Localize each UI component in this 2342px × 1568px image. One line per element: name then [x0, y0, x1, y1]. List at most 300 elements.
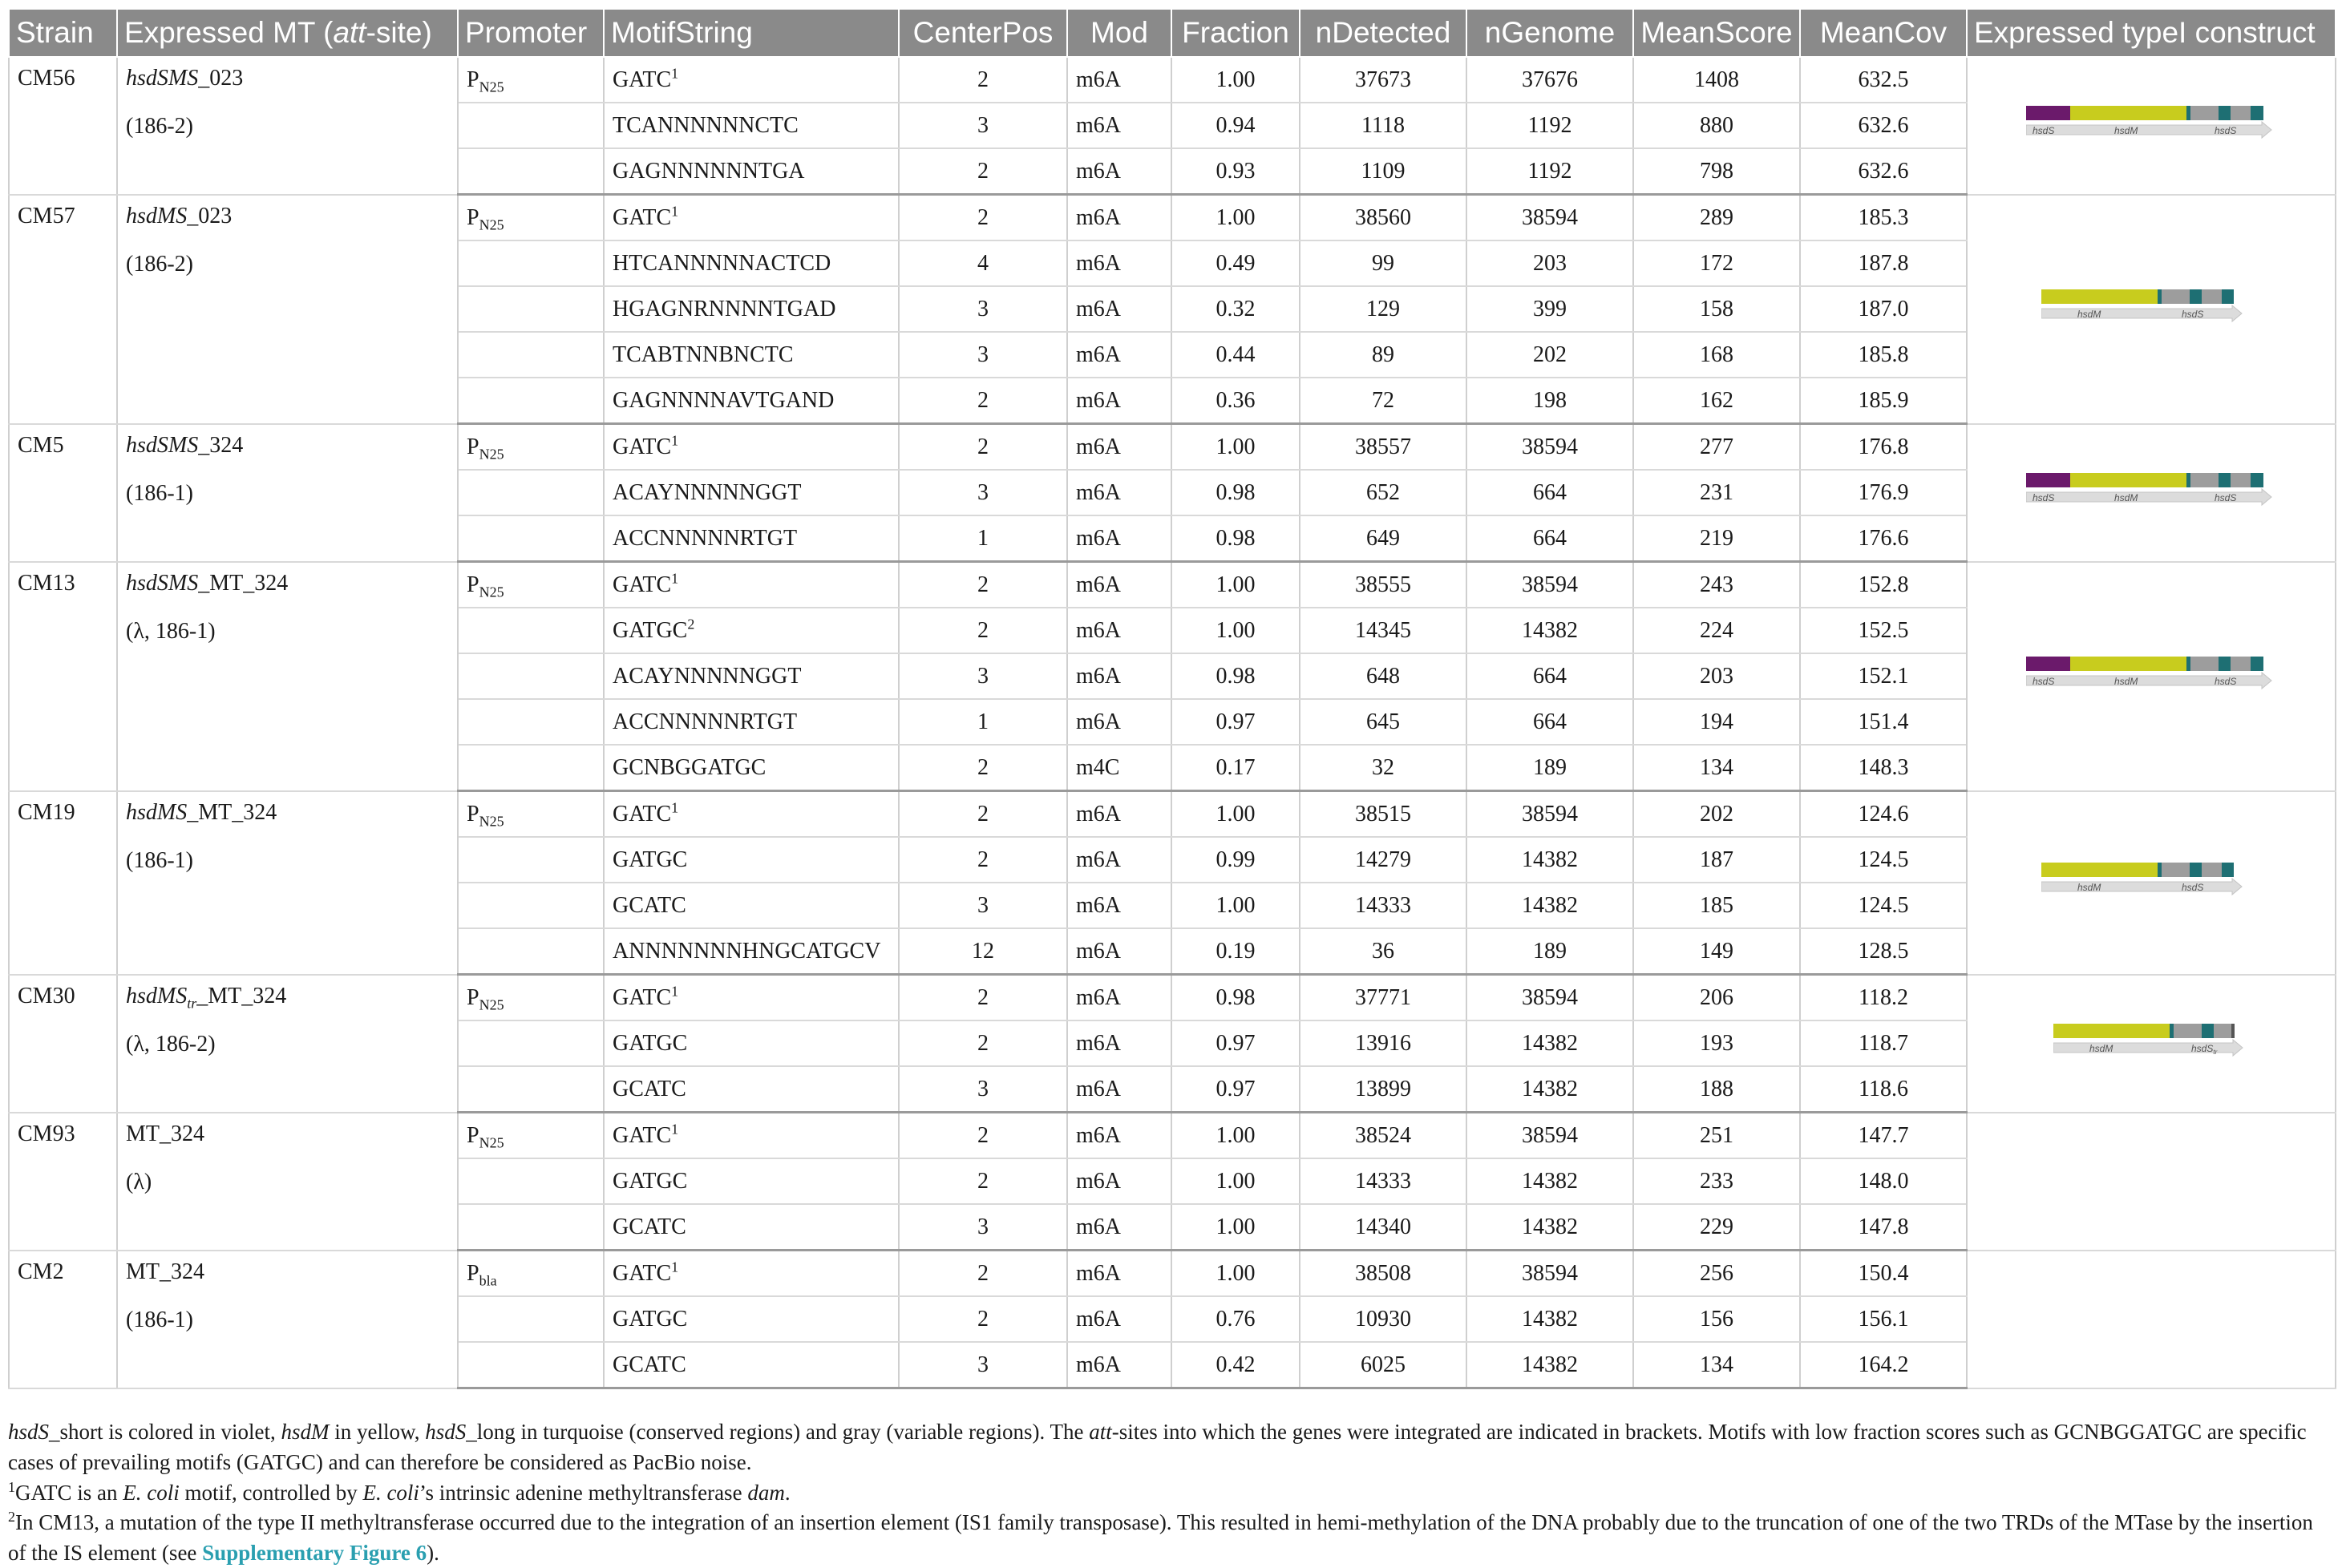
promoter-cell — [458, 1204, 604, 1251]
fraction-cell: 1.00 — [1171, 1113, 1300, 1159]
meancov-cell: 185.8 — [1800, 332, 1967, 378]
motif-cell: GATC$^1$ — [604, 57, 899, 103]
mod-cell: m6A — [1067, 653, 1171, 699]
gene-segment — [2231, 473, 2251, 487]
meanscore-cell: 187 — [1633, 837, 1800, 883]
motif-cell: ACAYNNNNNGGT — [604, 470, 899, 515]
meanscore-cell: 193 — [1633, 1020, 1800, 1066]
motif-cell: GATC$^1$ — [604, 562, 899, 608]
strain-cell: CM56 — [9, 57, 117, 195]
gene-segment — [2202, 289, 2222, 304]
direction-arrow — [2041, 305, 2242, 321]
gene-construct-diagram — [2026, 467, 2276, 513]
fraction-cell: 0.36 — [1171, 378, 1300, 424]
motif-cell: ACAYNNNNNGGT — [604, 653, 899, 699]
centerpos-cell: 1 — [899, 515, 1067, 562]
table-row — [9, 57, 2336, 103]
meanscore-cell: 224 — [1633, 608, 1800, 653]
meanscore-cell: 880 — [1633, 103, 1800, 148]
fraction-cell: 0.49 — [1171, 240, 1300, 286]
mod-cell: m6A — [1067, 1158, 1171, 1204]
table-row — [9, 424, 2336, 471]
supplementary-figure-link[interactable]: Supplementary Figure 6 — [202, 1541, 427, 1565]
fraction-cell: 1.00 — [1171, 1251, 1300, 1297]
meanscore-cell: 185 — [1633, 883, 1800, 928]
meancov-cell: 148.3 — [1800, 745, 1967, 791]
ndetected-cell: 649 — [1300, 515, 1466, 562]
mod-cell: m6A — [1067, 837, 1171, 883]
gene-segment — [2041, 863, 2158, 877]
ndetected-cell: 89 — [1300, 332, 1466, 378]
fraction-cell: 0.32 — [1171, 286, 1300, 332]
ngenome-cell: 664 — [1466, 515, 1633, 562]
column-header: Fraction — [1171, 9, 1300, 57]
centerpos-cell: 2 — [899, 148, 1067, 195]
fraction-cell: 0.98 — [1171, 470, 1300, 515]
ngenome-cell: 38594 — [1466, 562, 1633, 608]
gene-label: hsdM — [2077, 308, 2101, 320]
ndetected-cell: 38524 — [1300, 1113, 1466, 1159]
gene-segment — [2219, 657, 2231, 671]
meanscore-cell: 172 — [1633, 240, 1800, 286]
meanscore-cell: 206 — [1633, 975, 1800, 1021]
ndetected-cell: 38560 — [1300, 195, 1466, 241]
gene-label: hsdM — [2114, 124, 2138, 136]
mod-cell: m6A — [1067, 608, 1171, 653]
motif-cell: TCABTNNBNCTC — [604, 332, 899, 378]
centerpos-cell: 3 — [899, 286, 1067, 332]
ndetected-cell: 37673 — [1300, 57, 1466, 103]
strain-cell: CM30 — [9, 975, 117, 1113]
gene-label: hsdS — [2033, 675, 2055, 687]
gene-label: hsdM — [2114, 675, 2138, 687]
gene-segment — [2170, 1024, 2174, 1038]
gene-segment — [2251, 106, 2263, 120]
ndetected-cell: 1109 — [1300, 148, 1466, 195]
gene-segment — [2174, 1024, 2202, 1038]
meancov-cell: 124.5 — [1800, 837, 1967, 883]
meanscore-cell: 229 — [1633, 1204, 1800, 1251]
mod-cell: m6A — [1067, 424, 1171, 471]
gene-segment — [2158, 863, 2162, 877]
meancov-cell: 118.7 — [1800, 1020, 1967, 1066]
centerpos-cell: 2 — [899, 745, 1067, 791]
gene-label: hsdM — [2077, 882, 2101, 893]
motif-cell: GAGNNNNNNTGA — [604, 148, 899, 195]
ndetected-cell: 36 — [1300, 928, 1466, 975]
motif-cell: GATC$^1$ — [604, 424, 899, 471]
ngenome-cell: 38594 — [1466, 195, 1633, 241]
gene-segment — [2026, 106, 2070, 120]
strain-cell: CM13 — [9, 562, 117, 791]
centerpos-cell: 2 — [899, 562, 1067, 608]
ngenome-cell: 399 — [1466, 286, 1633, 332]
promoter-cell — [458, 1342, 604, 1388]
fraction-cell: 0.44 — [1171, 332, 1300, 378]
promoter-cell — [458, 470, 604, 515]
gene-label: hsdM — [2114, 491, 2138, 503]
meancov-cell: 156.1 — [1800, 1296, 1967, 1342]
centerpos-cell: 4 — [899, 240, 1067, 286]
mod-cell: m6A — [1067, 286, 1171, 332]
motif-cell: GCATC — [604, 883, 899, 928]
gene-label: hsdM — [2089, 1042, 2113, 1054]
meanscore-cell: 233 — [1633, 1158, 1800, 1204]
fraction-cell: 1.00 — [1171, 1158, 1300, 1204]
ndetected-cell: 1118 — [1300, 103, 1466, 148]
gene-segment — [2186, 657, 2190, 671]
promoter-cell — [458, 1020, 604, 1066]
fraction-cell: 0.17 — [1171, 745, 1300, 791]
footnote-2-end: ). — [427, 1541, 439, 1565]
ngenome-cell: 14382 — [1466, 837, 1633, 883]
motif-cell: GATC$^1$ — [604, 791, 899, 838]
gene-construct-diagram — [2026, 650, 2276, 697]
strain-cell: CM57 — [9, 195, 117, 424]
motif-cell: GCNBGGATGC — [604, 745, 899, 791]
meancov-cell: 118.2 — [1800, 975, 1967, 1021]
gene-label: hsdS$_{tr}$ — [2191, 1042, 2218, 1056]
motif-cell: ACCNNNNNRTGT — [604, 515, 899, 562]
column-header: MotifString — [604, 9, 899, 57]
promoter-cell: $P_{N25}$ — [458, 975, 604, 1021]
promoter-cell — [458, 699, 604, 745]
meanscore-cell: 188 — [1633, 1066, 1800, 1113]
promoter-cell — [458, 1066, 604, 1113]
fraction-cell: 1.00 — [1171, 608, 1300, 653]
meanscore-cell: 289 — [1633, 195, 1800, 241]
column-header: nDetected — [1300, 9, 1466, 57]
centerpos-cell: 2 — [899, 1158, 1067, 1204]
fraction-cell: 0.42 — [1171, 1342, 1300, 1388]
table-header-row — [9, 9, 2336, 57]
expressed-mt-cell: hsdMS_023 (186-2) — [117, 195, 458, 424]
ngenome-cell: 14382 — [1466, 608, 1633, 653]
gene-segment — [2222, 863, 2234, 877]
ndetected-cell: 13916 — [1300, 1020, 1466, 1066]
motif-cell: ANNNNNNNHNGCATGCV — [604, 928, 899, 975]
expressed-mt-cell: hsdMS$_{tr}$_MT_324 (λ, 186-2) — [117, 975, 458, 1113]
centerpos-cell: 2 — [899, 57, 1067, 103]
footnote-2: $^2$In CM13, a mutation of the type II methyltransferase occurred due to the integration of an insertion element (IS1 family transposase). This resulted in hemi-methylation of the DNA probably due to the truncation of one of the two TRDs of the MTase by the insertion of the IS element (see Supplementary Figure 6). — [8, 1509, 2313, 1565]
gene-label: hsdS — [2215, 491, 2237, 503]
fraction-cell: 1.00 — [1171, 195, 1300, 241]
meanscore-cell: 149 — [1633, 928, 1800, 975]
centerpos-cell: 3 — [899, 470, 1067, 515]
meancov-cell: 124.5 — [1800, 883, 1967, 928]
ndetected-cell: 38555 — [1300, 562, 1466, 608]
table-note: hsdS_short is colored in violet, hsdM in yellow, hsdS_long in turquoise (conserved regions) and gray (variable regions). The att-sites into which the genes were integrated are indicated in brackets. Motifs with low fraction scores such as GCNBGGATGC are specific cases of prevailing motifs (GATGC) and can therefore be considered as PacBio noise. — [8, 1420, 2307, 1474]
fraction-cell: 1.00 — [1171, 424, 1300, 471]
mod-cell: m4C — [1067, 745, 1171, 791]
gene-segment — [2219, 473, 2231, 487]
centerpos-cell: 2 — [899, 1251, 1067, 1297]
meanscore-cell: 134 — [1633, 745, 1800, 791]
motif-cell: ACCNNNNNRTGT — [604, 699, 899, 745]
meancov-cell: 185.9 — [1800, 378, 1967, 424]
motif-cell: GATGC — [604, 1020, 899, 1066]
promoter-cell — [458, 608, 604, 653]
ngenome-cell: 14382 — [1466, 1342, 1633, 1388]
motif-cell: GATC$^1$ — [604, 195, 899, 241]
meancov-cell: 147.8 — [1800, 1204, 1967, 1251]
centerpos-cell: 3 — [899, 1204, 1067, 1251]
ngenome-cell: 38594 — [1466, 424, 1633, 471]
centerpos-cell: 3 — [899, 1066, 1067, 1113]
mod-cell: m6A — [1067, 791, 1171, 838]
meanscore-cell: 243 — [1633, 562, 1800, 608]
gene-construct-diagram — [2053, 1017, 2249, 1064]
ndetected-cell: 72 — [1300, 378, 1466, 424]
gene-segment — [2214, 1024, 2231, 1038]
mod-cell: m6A — [1067, 975, 1171, 1021]
meancov-cell: 150.4 — [1800, 1251, 1967, 1297]
fraction-cell: 0.98 — [1171, 515, 1300, 562]
column-header: Strain — [9, 9, 117, 57]
column-header: CenterPos — [899, 9, 1067, 57]
fraction-cell: 0.98 — [1171, 653, 1300, 699]
mod-cell: m6A — [1067, 883, 1171, 928]
ndetected-cell: 38515 — [1300, 791, 1466, 838]
meancov-cell: 151.4 — [1800, 699, 1967, 745]
centerpos-cell: 2 — [899, 424, 1067, 471]
motif-cell: GCATC — [604, 1342, 899, 1388]
meanscore-cell: 156 — [1633, 1296, 1800, 1342]
promoter-cell — [458, 745, 604, 791]
mod-cell: m6A — [1067, 148, 1171, 195]
construct-cell — [1967, 1251, 2336, 1388]
expressed-mt-cell: hsdSMS_324 (186-1) — [117, 424, 458, 562]
meancov-cell: 164.2 — [1800, 1342, 1967, 1388]
centerpos-cell: 2 — [899, 195, 1067, 241]
ngenome-cell: 189 — [1466, 928, 1633, 975]
gene-segment — [2231, 657, 2251, 671]
mod-cell: m6A — [1067, 240, 1171, 286]
mod-cell: m6A — [1067, 1066, 1171, 1113]
promoter-cell: $P_{bla}$ — [458, 1251, 604, 1297]
motif-cell: TCANNNNNNCTC — [604, 103, 899, 148]
motif-cell: GATGC$^2$ — [604, 608, 899, 653]
gene-segment — [2190, 289, 2202, 304]
promoter-cell — [458, 928, 604, 975]
promoter-cell — [458, 103, 604, 148]
table-row — [9, 975, 2336, 1021]
ndetected-cell: 129 — [1300, 286, 1466, 332]
gene-segment — [2070, 106, 2186, 120]
meanscore-cell: 194 — [1633, 699, 1800, 745]
promoter-cell: $P_{N25}$ — [458, 195, 604, 241]
ndetected-cell: 38508 — [1300, 1251, 1466, 1297]
ndetected-cell: 14279 — [1300, 837, 1466, 883]
expressed-mt-cell: MT_324 (186-1) — [117, 1251, 458, 1388]
meancov-cell: 118.6 — [1800, 1066, 1967, 1113]
table-body — [9, 57, 2336, 1388]
gene-label: hsdS — [2182, 882, 2204, 893]
mod-cell: m6A — [1067, 57, 1171, 103]
column-header: MeanCov — [1800, 9, 1967, 57]
meancov-cell: 152.8 — [1800, 562, 1967, 608]
promoter-cell — [458, 837, 604, 883]
gene-construct-diagram — [2026, 99, 2276, 146]
meancov-cell: 128.5 — [1800, 928, 1967, 975]
centerpos-cell: 1 — [899, 699, 1067, 745]
centerpos-cell: 2 — [899, 1020, 1067, 1066]
fraction-cell: 1.00 — [1171, 562, 1300, 608]
fraction-cell: 0.94 — [1171, 103, 1300, 148]
strain-cell: CM2 — [9, 1251, 117, 1388]
gene-segment — [2070, 657, 2186, 671]
mod-cell: m6A — [1067, 1342, 1171, 1388]
mod-cell: m6A — [1067, 1020, 1171, 1066]
ndetected-cell: 10930 — [1300, 1296, 1466, 1342]
centerpos-cell: 2 — [899, 791, 1067, 838]
ngenome-cell: 37676 — [1466, 57, 1633, 103]
promoter-cell — [458, 1296, 604, 1342]
ngenome-cell: 14382 — [1466, 883, 1633, 928]
gene-segment — [2219, 106, 2231, 120]
motif-cell: HGAGNRNNNNTGAD — [604, 286, 899, 332]
meancov-cell: 152.1 — [1800, 653, 1967, 699]
promoter-cell: $P_{N25}$ — [458, 424, 604, 471]
motif-cell: GAGNNNNAVTGAND — [604, 378, 899, 424]
promoter-cell — [458, 332, 604, 378]
fraction-cell: 1.00 — [1171, 1204, 1300, 1251]
fraction-cell: 1.00 — [1171, 791, 1300, 838]
ngenome-cell: 38594 — [1466, 1113, 1633, 1159]
strain-cell: CM5 — [9, 424, 117, 562]
mod-cell: m6A — [1067, 103, 1171, 148]
expressed-mt-cell: hsdSMS_MT_324 (λ, 186-1) — [117, 562, 458, 791]
construct-cell — [1967, 57, 2336, 195]
gene-construct-diagram — [2041, 856, 2261, 903]
centerpos-cell: 3 — [899, 1342, 1067, 1388]
mod-cell: m6A — [1067, 470, 1171, 515]
fraction-cell: 1.00 — [1171, 883, 1300, 928]
gene-segment — [2190, 657, 2219, 671]
column-header: Mod — [1067, 9, 1171, 57]
meancov-cell: 176.9 — [1800, 470, 1967, 515]
motif-cell: GATC$^1$ — [604, 975, 899, 1021]
ngenome-cell: 203 — [1466, 240, 1633, 286]
meancov-cell: 176.8 — [1800, 424, 1967, 471]
gene-label: hsdS — [2215, 675, 2237, 687]
promoter-cell — [458, 240, 604, 286]
fraction-cell: 0.99 — [1171, 837, 1300, 883]
gene-segment — [2041, 289, 2158, 304]
motif-cell: HTCANNNNNACTCD — [604, 240, 899, 286]
meanscore-cell: 256 — [1633, 1251, 1800, 1297]
meancov-cell: 632.6 — [1800, 148, 1967, 195]
meanscore-cell: 219 — [1633, 515, 1800, 562]
gene-segment — [2251, 657, 2263, 671]
meanscore-cell: 134 — [1633, 1342, 1800, 1388]
ndetected-cell: 652 — [1300, 470, 1466, 515]
meancov-cell: 152.5 — [1800, 608, 1967, 653]
fraction-cell: 0.97 — [1171, 1020, 1300, 1066]
meancov-cell: 187.0 — [1800, 286, 1967, 332]
gene-segment — [2053, 1024, 2170, 1038]
mod-cell: m6A — [1067, 332, 1171, 378]
column-header: MeanScore — [1633, 9, 1800, 57]
ngenome-cell: 202 — [1466, 332, 1633, 378]
gene-segment — [2186, 473, 2190, 487]
centerpos-cell: 3 — [899, 883, 1067, 928]
ndetected-cell: 13899 — [1300, 1066, 1466, 1113]
expressed-mt-cell: MT_324 (λ) — [117, 1113, 458, 1251]
direction-arrow — [2041, 879, 2242, 895]
fraction-cell: 0.76 — [1171, 1296, 1300, 1342]
meanscore-cell: 162 — [1633, 378, 1800, 424]
ndetected-cell: 32 — [1300, 745, 1466, 791]
fraction-cell: 1.00 — [1171, 57, 1300, 103]
promoter-cell — [458, 1158, 604, 1204]
expressed-mt-cell: hsdMS_MT_324 (186-1) — [117, 791, 458, 975]
mod-cell: m6A — [1067, 699, 1171, 745]
ndetected-cell: 6025 — [1300, 1342, 1466, 1388]
centerpos-cell: 3 — [899, 103, 1067, 148]
meanscore-cell: 158 — [1633, 286, 1800, 332]
mod-cell: m6A — [1067, 562, 1171, 608]
ngenome-cell: 1192 — [1466, 103, 1633, 148]
gene-label: hsdS — [2182, 308, 2204, 320]
ndetected-cell: 14333 — [1300, 1158, 1466, 1204]
gene-segment — [2222, 289, 2234, 304]
mod-cell: m6A — [1067, 195, 1171, 241]
ngenome-cell: 38594 — [1466, 975, 1633, 1021]
meancov-cell: 632.5 — [1800, 57, 1967, 103]
gene-segment — [2158, 289, 2162, 304]
ndetected-cell: 648 — [1300, 653, 1466, 699]
construct-cell — [1967, 1113, 2336, 1251]
promoter-cell — [458, 378, 604, 424]
ngenome-cell: 38594 — [1466, 1251, 1633, 1297]
ndetected-cell: 99 — [1300, 240, 1466, 286]
meancov-cell: 148.0 — [1800, 1158, 1967, 1204]
column-header: nGenome — [1466, 9, 1633, 57]
centerpos-cell: 2 — [899, 837, 1067, 883]
promoter-cell — [458, 883, 604, 928]
construct-cell — [1967, 195, 2336, 424]
meanscore-cell: 202 — [1633, 791, 1800, 838]
promoter-cell — [458, 515, 604, 562]
mod-cell: m6A — [1067, 1204, 1171, 1251]
centerpos-cell: 3 — [899, 332, 1067, 378]
gene-segment — [2190, 473, 2219, 487]
column-header: Promoter — [458, 9, 604, 57]
table-row — [9, 1113, 2336, 1159]
meanscore-cell: 798 — [1633, 148, 1800, 195]
column-header: Expressed MT (att-site) — [117, 9, 458, 57]
motif-cell: GATC$^1$ — [604, 1251, 899, 1297]
mod-cell: m6A — [1067, 378, 1171, 424]
fraction-cell: 0.98 — [1171, 975, 1300, 1021]
gene-segment — [2026, 473, 2070, 487]
table-row — [9, 791, 2336, 838]
centerpos-cell: 2 — [899, 1296, 1067, 1342]
ngenome-cell: 1192 — [1466, 148, 1633, 195]
gene-label: hsdS — [2033, 491, 2055, 503]
ndetected-cell: 645 — [1300, 699, 1466, 745]
construct-cell — [1967, 424, 2336, 562]
ngenome-cell: 664 — [1466, 470, 1633, 515]
motif-cell: GATGC — [604, 837, 899, 883]
meanscore-cell: 251 — [1633, 1113, 1800, 1159]
centerpos-cell: 3 — [899, 653, 1067, 699]
motif-cell: GATGC — [604, 1296, 899, 1342]
centerpos-cell: 2 — [899, 608, 1067, 653]
ngenome-cell: 14382 — [1466, 1158, 1633, 1204]
expressed-mt-cell: hsdSMS_023 (186-2) — [117, 57, 458, 195]
